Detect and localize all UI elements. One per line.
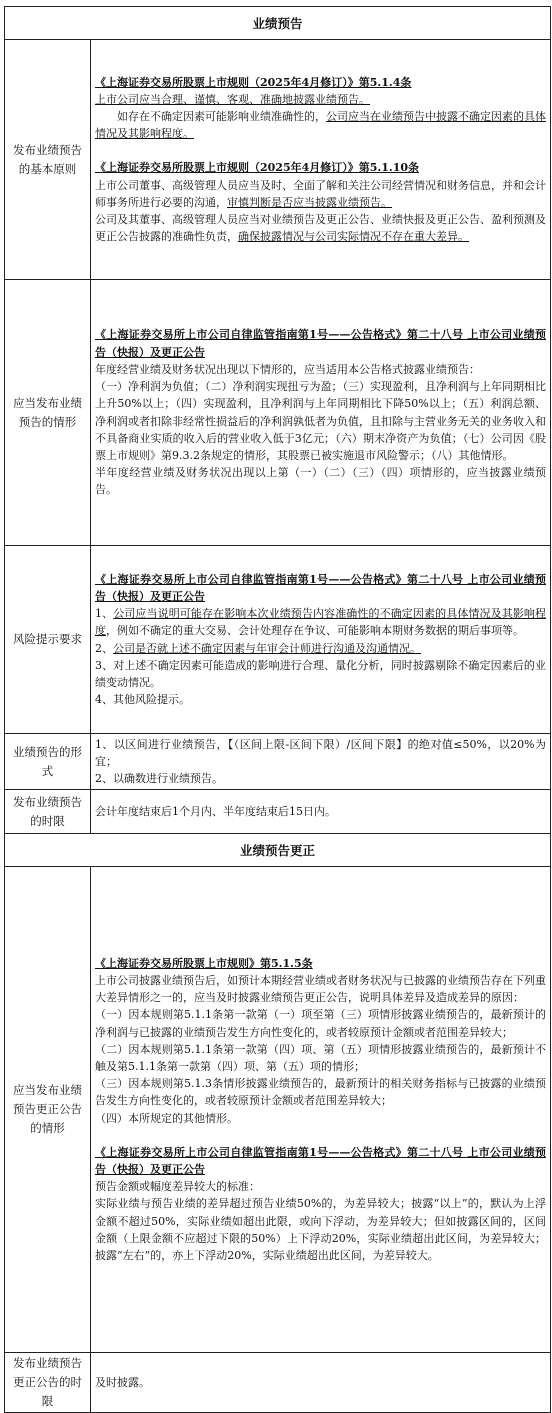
- paragraph: [95, 177, 546, 211]
- paragraph: [95, 1195, 546, 1264]
- body-text: 及时披露。: [95, 1375, 150, 1389]
- body-text: 实际业绩与预告业绩的差异超过预告业绩50%的，为差异较大；披露“以上”的，默认为上浮金额不超过50%，实际业绩如超出此限，或向下浮动，为差异较大；但如披露区间的，区间金额（上限金额不应超过下限的50%）上下浮动20%，实际业绩超出此区间，为差异较大；披露“左右”的，亦上下浮动20%，实际业绩超出此区间，为差异较大。: [95, 1197, 547, 1263]
- regulation-reference: [95, 1144, 546, 1178]
- regulation-reference: [95, 159, 546, 176]
- paragraph: [95, 770, 546, 787]
- row-label: 应当发布业绩预告的情形: [5, 280, 91, 546]
- body-text: 2、: [95, 641, 113, 655]
- body-text: （三）因本规则第5.1.3条情形披露业绩预告的，最新预计的相关财务指标与已披露的业绩预告发生方向性变化的，或者较原预计金额或者范围差异较大；: [95, 1077, 547, 1108]
- reference-title: 《上海证券交易所上市公司自律监管指南第1号——公告格式》第二十八号 上市公司业绩预告（快报）及更正公告: [95, 572, 547, 603]
- paragraph: [95, 211, 546, 245]
- regulation-reference: [95, 571, 546, 605]
- row-content: [91, 790, 551, 834]
- paragraph: [95, 464, 546, 498]
- paragraph: [95, 1075, 546, 1109]
- body-text: 公司及其董事、高级管理人员应当对业绩预告及更正公告、业绩快报及更正公告、盈利预测及更正公告披露的准确性负责，: [95, 213, 547, 244]
- body-text: （四）本所规定的其他情形。: [95, 1111, 238, 1125]
- paragraph: [95, 1110, 546, 1127]
- underlined-text: 确保披露情况与公司实际情况不存在重大差异。: [238, 230, 469, 244]
- paragraph: [95, 657, 546, 691]
- body-text: 1、以区间进行业绩预告，【（区间上限-区间下限）/区间下限】的绝对值≤50%，以20%为宜；: [95, 737, 547, 768]
- reference-title: 《上海证券交易所股票上市规则》第5.1.5条: [95, 956, 313, 970]
- paragraph: [95, 1178, 546, 1195]
- body-text: 年度经营业绩及财务状况出现以下情形的，应当适用本公告格式披露业绩预告：: [95, 362, 480, 376]
- paragraph: [95, 691, 546, 708]
- row-label: 业绩预告的形式: [5, 734, 91, 790]
- body-text: （一）因本规则第5.1.1条第一款第（一）项至第（三）项情形披露业绩预告的，最新预计的净利润与已披露的业绩预告发生方向性变化的，或者较原预计金额或者范围差异较大；: [95, 1008, 547, 1039]
- row-content: [91, 1353, 551, 1413]
- row-content: [91, 280, 551, 546]
- body-text: 3、对上述不确定因素可能造成的影响进行合理、量化分析，同时披露剔除不确定因素后的业绩变动情况。: [95, 658, 547, 689]
- reference-title: 《上海证券交易所股票上市规则（2025年4月修订）》第5.1.10条: [95, 161, 420, 175]
- table-row: [5, 546, 551, 734]
- table-row: [5, 867, 551, 1353]
- regulation-reference: [95, 326, 546, 360]
- body-text: 4、其他风险提示。: [95, 693, 190, 707]
- paragraph: [95, 91, 546, 108]
- regulation-reference: [95, 74, 546, 91]
- body-text: 如存在不确定因素可能影响业绩准确性的，: [117, 109, 327, 123]
- disclosure-rules-table: [4, 6, 551, 1413]
- row-label: 风险提示要求: [5, 546, 91, 734]
- body-text: 2、以确数进行业绩预告。: [95, 772, 223, 786]
- row-label: 应当发布业绩预告更正公告的情形: [5, 867, 91, 1353]
- underlined-text: 公司是否就上述不确定因素与年审会计师进行沟通及沟通情况。: [113, 641, 421, 655]
- paragraph: [95, 605, 546, 639]
- section-header-row: [5, 834, 551, 867]
- paragraph: [95, 803, 546, 820]
- body-text: （二）因本规则第5.1.1条第一款第（四）项、第（五）项情形披露业绩预告的，最新预计不触及第5.1.1条第一款第（四）项、第（五）项的情形；: [95, 1042, 547, 1073]
- reference-title: 《上海证券交易所股票上市规则（2025年4月修订）》第5.1.4条: [95, 75, 412, 89]
- section-title: 业绩预告: [5, 7, 551, 40]
- table-row: [5, 40, 551, 280]
- paragraph: [95, 736, 546, 770]
- body-text: （一）净利润为负值；（二）净利润实现扭亏为盈；（三）实现盈利，且净利润与上年同期相比上升50%以上；（四）实现盈利，且净利润与上年同期相比下降50%以上；（五）利润总额、净利润或者扣除非经常性损益后的净利润孰低者为负值，且扣除与主营业务无关的业务收入和不具备商业实质的收入后的营业收入低于3亿元；（六）期末净资产为负值；（七）公司因《股票上市规则》第9.3.2条规定的情形，其股票已被实施退市风险警示；（八）其他情形。: [95, 380, 547, 462]
- paragraph: [95, 640, 546, 657]
- section-title: 业绩预告更正: [5, 834, 551, 867]
- body-text: 1、: [95, 607, 114, 621]
- section-header-row: [5, 7, 551, 40]
- row-content: [91, 546, 551, 734]
- body-text: 预告金额或幅度差异较大的标准：: [95, 1180, 260, 1194]
- table-row: [5, 1353, 551, 1413]
- underlined-text: 公司应当说明可能存在影响本次业绩预告内容准确性的不确定因素的具体情况及其影响程度: [95, 607, 547, 638]
- paragraph-gap: [95, 1127, 546, 1144]
- table-row: [5, 790, 551, 834]
- paragraph: [95, 378, 546, 464]
- paragraph: [95, 361, 546, 378]
- paragraph: [95, 108, 546, 142]
- row-label: 发布业绩预告更正公告的时限: [5, 1353, 91, 1413]
- paragraph: [95, 1006, 546, 1040]
- underlined-text: 审慎判断是否应当披露业绩预告。: [227, 195, 392, 209]
- paragraph: [95, 1374, 546, 1391]
- row-label: 发布业绩预告的基本原则: [5, 40, 91, 280]
- underlined-text: 上市公司应当合理、谨慎、客观、准确地披露业绩预告。: [95, 92, 370, 106]
- regulation-reference: [95, 955, 546, 972]
- body-text: 上市公司董事、高级管理人员应当及时、全面了解和关注公司经营情况和财务信息，并和会计师事务所进行必要的沟通，: [95, 178, 547, 209]
- table-row: [5, 280, 551, 546]
- body-text: 会计年度结束后1个月内、半年度结束后15日内。: [95, 804, 336, 818]
- body-text: ，例如不确定的重大交易、会计处理存在争议、可能影响本期财务数据的期后事项等。: [106, 624, 524, 638]
- underlined-text: 公司应当在业绩预告中披露不确定因素的具体情况及其影响程度。: [95, 109, 547, 141]
- row-content: [91, 867, 551, 1353]
- table-row: [5, 734, 551, 790]
- reference-title: 《上海证券交易所上市公司自律监管指南第1号——公告格式》第二十八号 上市公司业绩预告（快报）及更正公告: [95, 1145, 547, 1176]
- row-content: [91, 40, 551, 280]
- paragraph: [95, 972, 546, 1006]
- row-label: 发布业绩预告的时限: [5, 790, 91, 834]
- reference-title: 《上海证券交易所上市公司自律监管指南第1号——公告格式》第二十八号 上市公司业绩预告（快报）及更正公告: [95, 328, 547, 359]
- table-body: [5, 7, 551, 1413]
- paragraph: [95, 1041, 546, 1075]
- body-text: 上市公司披露业绩预告后，如预计本期经营业绩或者财务状况与已披露的业绩预告存在下列重大差异情形之一的，应当及时披露业绩预告更正公告，说明具体差异及造成差异的原因：: [95, 973, 547, 1005]
- body-text: 半年度经营业绩及财务状况出现以上第（一）（二）（三）（四）项情形的，应当披露业绩预告。: [95, 466, 547, 497]
- paragraph-gap: [95, 142, 546, 159]
- row-content: [91, 734, 551, 790]
